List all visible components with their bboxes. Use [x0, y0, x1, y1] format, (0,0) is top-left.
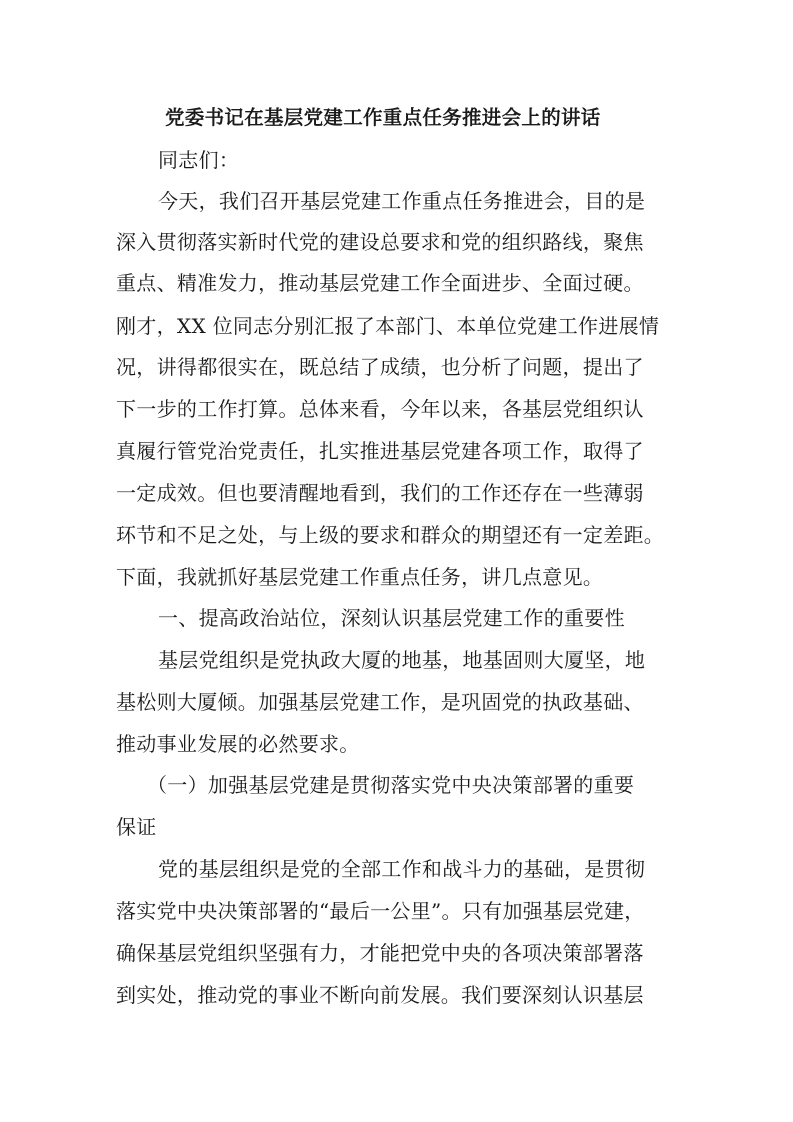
greeting: 同志们：: [158, 148, 240, 172]
paragraph-line: 今天，我们召开基层党建工作重点任务推进会，目的是: [158, 189, 646, 213]
paragraph-line: 党的基层组织是党的全部工作和战斗力的基础，是贯彻: [158, 857, 646, 881]
subsection-heading: 保证: [116, 815, 157, 839]
paragraph-line: 推动事业发展的必然要求。: [116, 732, 360, 756]
paragraph-line: 真履行管党治党责任，扎实推进基层党建各项工作，取得了: [116, 439, 644, 463]
paragraph-line: 重点、精准发力，推动基层党建工作全面进步、全面过硬。: [116, 271, 644, 295]
paragraph-line: 刚才，XX 位同志分别汇报了本部门、本单位党建工作进展情: [116, 314, 660, 338]
paragraph-line: 到实处，推动党的事业不断向前发展。我们要深刻认识基层: [116, 983, 644, 1007]
paragraph-line: 基层党组织是党执政大厦的地基，地基固则大厦坚，地: [158, 648, 646, 672]
paragraph-line: 确保基层党组织坚强有力，才能把党中央的各项决策部署落: [116, 941, 644, 965]
subsection-heading: （一）加强基层党建是贯彻落实党中央决策部署的重要: [147, 773, 635, 797]
paragraph-line: 落实党中央决策部署的“最后一公里”。只有加强基层党建，: [116, 899, 645, 923]
document-title: 党委书记在基层党建工作重点任务推进会上的讲话: [165, 106, 601, 129]
paragraph-line: 下一步的工作打算。总体来看，今年以来，各基层党组织认: [116, 397, 644, 421]
paragraph-line: 一定成效。但也要清醒地看到，我们的工作还存在一些薄弱: [116, 481, 644, 505]
paragraph-line: 下面，我就抓好基层党建工作重点任务，讲几点意见。: [116, 565, 604, 589]
paragraph-line: 况，讲得都很实在，既总结了成绩，也分析了问题，提出了: [116, 355, 644, 379]
paragraph-line: 基松则大厦倾。加强基层党建工作，是巩固党的执政基础、: [116, 690, 644, 714]
section-heading: 一、提高政治站位，深刻认识基层党建工作的重要性: [158, 606, 625, 630]
paragraph-line: 环节和不足之处，与上级的要求和群众的期望还有一定差距。: [116, 523, 665, 547]
paragraph-line: 深入贯彻落实新时代党的建设总要求和党的组织路线，聚焦: [116, 230, 644, 254]
